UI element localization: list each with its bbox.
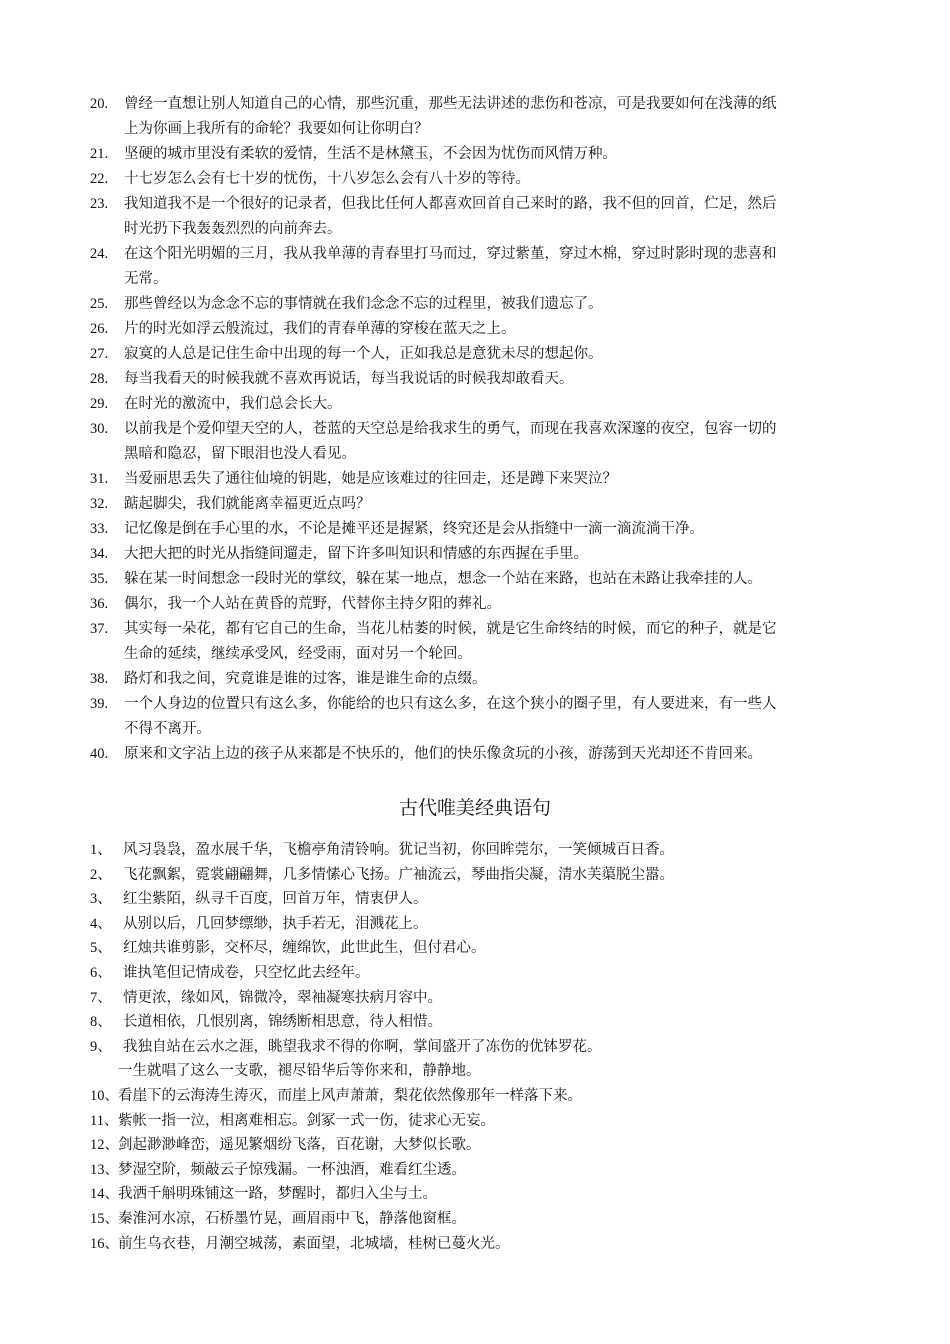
item-text: 我洒千斛明珠铺这一路，梦醒时，都归入尘与土。 bbox=[118, 1186, 437, 1203]
item-text bbox=[124, 417, 890, 467]
item-number: 16、 bbox=[90, 1235, 119, 1252]
item-text bbox=[124, 517, 890, 542]
list-item bbox=[90, 887, 890, 912]
list-item bbox=[90, 742, 890, 767]
list-item bbox=[90, 242, 890, 292]
list-item bbox=[90, 936, 890, 961]
list-item bbox=[90, 517, 890, 542]
list-item bbox=[90, 1158, 890, 1183]
item-number: 29. bbox=[90, 396, 109, 412]
item-number: 31. bbox=[90, 471, 109, 487]
list-item bbox=[90, 1010, 890, 1035]
item-number: 1、 bbox=[90, 842, 112, 858]
item-text: 情更浓，缘如风，锦微冷，翠袖凝寒扶病月容中。 bbox=[123, 989, 442, 1006]
item-text bbox=[124, 592, 890, 617]
item-text-line: 曾经一直想让别人知道自己的心情，那些沉重，那些无法讲述的悲伤和苍凉，可是我要如何在浅薄的纸 bbox=[124, 96, 777, 112]
item-text: 风习袅袅，盈水展千华，飞檐亭角清铃响。犹记当初，你回眸莞尔，一笑倾城百日香。 bbox=[123, 842, 674, 858]
item-text bbox=[124, 192, 890, 242]
ancient-quote-list bbox=[90, 838, 890, 1256]
item-text-line: 大把大把的时光从指缝间遛走，留下许多叫知识和情感的东西握在手里。 bbox=[124, 546, 588, 562]
item-number: 39. bbox=[90, 696, 109, 712]
item-text-line: 当爱丽思丢失了通往仙境的钥匙，她是应该难过的往回走，还是蹲下来哭泣？ bbox=[124, 471, 617, 487]
list-item bbox=[90, 1232, 890, 1257]
item-text bbox=[124, 367, 890, 392]
list-item bbox=[90, 961, 890, 986]
item-number: 8、 bbox=[90, 1014, 112, 1031]
list-item bbox=[90, 542, 890, 567]
item-text-line: 踮起脚尖，我们就能离幸福更近点吗？ bbox=[124, 496, 371, 512]
item-text bbox=[124, 392, 890, 417]
item-text: 飞花飘絮，霓裳翩翩舞，几多情愫心飞扬。广袖流云，琴曲指尖凝，清水芙蕖脱尘嚣。 bbox=[123, 866, 674, 883]
item-number: 34. bbox=[90, 546, 109, 562]
list-item bbox=[90, 342, 890, 367]
list-item bbox=[90, 1182, 890, 1207]
item-text-line: 躲在某一时间想念一段时光的掌纹，躲在某一地点，想念一个站在来路，也站在未路让我牵挂的人。 bbox=[124, 571, 762, 587]
item-continuation: 一生就唱了这么一支歌，褪尽铅华后等你来和，静静地。 bbox=[118, 1063, 481, 1080]
item-text bbox=[124, 617, 890, 667]
item-text-line: 一个人身边的位置只有这么多，你能给的也只有这么多，在这个狭小的圈子里，有人要进来，有一些人 bbox=[124, 696, 777, 712]
list-item bbox=[90, 567, 890, 592]
item-text-line: 时光扔下我轰轰烈烈的向前奔去。 bbox=[124, 221, 342, 237]
item-text bbox=[124, 492, 890, 517]
item-text-line: 每当我看天的时候我就不喜欢再说话，每当我说话的时候我却敢看天。 bbox=[124, 371, 574, 387]
list-item bbox=[90, 417, 890, 467]
list-item bbox=[90, 167, 890, 192]
list-item bbox=[90, 986, 890, 1011]
item-text: 梦湿空阶，频敲云子惊残漏。一杯浊酒，难看红尘透。 bbox=[118, 1161, 466, 1178]
item-number: 32. bbox=[90, 496, 109, 512]
item-text-line: 不得不离开。 bbox=[124, 721, 211, 737]
list-item bbox=[90, 838, 890, 863]
list-item bbox=[90, 192, 890, 242]
list-item bbox=[90, 1109, 890, 1134]
item-text bbox=[124, 242, 890, 292]
list-item bbox=[90, 1084, 890, 1109]
list-item bbox=[90, 863, 890, 888]
item-text bbox=[124, 667, 890, 692]
item-number: 5、 bbox=[90, 940, 112, 957]
item-text: 我独自站在云水之涯，眺望我求不得的你啊，掌间盛开了冻伤的优钵罗花。 bbox=[123, 1038, 602, 1055]
item-text-line: 路灯和我之间，究竟谁是谁的过客，谁是谁生命的点缀。 bbox=[124, 671, 487, 687]
list-item bbox=[90, 1207, 890, 1232]
item-text: 前生乌衣巷，月潮空城荡，素面望，北城墙，桂树已蔓火光。 bbox=[118, 1235, 510, 1252]
item-number: 23. bbox=[90, 196, 109, 212]
item-text bbox=[124, 542, 890, 567]
item-text: 从别以后，几回梦缥缈，执手若无，泪溅花上。 bbox=[123, 915, 428, 932]
item-number: 4、 bbox=[90, 915, 112, 932]
item-number: 21. bbox=[90, 146, 109, 162]
item-text: 紫帐一指一泣，相离难相忘。剑冢一式一伤，徒求心无妄。 bbox=[118, 1112, 495, 1129]
item-text bbox=[124, 317, 890, 342]
item-text-line: 我知道我不是一个很好的记录者，但我比任何人都喜欢回首自己来时的路，我不但的回首，伫足，然后 bbox=[124, 196, 777, 212]
item-text: 红烛共谁剪影，交杯尽，缠绵饮，此世此生，但付君心。 bbox=[123, 940, 486, 957]
item-number: 28. bbox=[90, 371, 109, 387]
item-text bbox=[124, 92, 890, 142]
item-text-line: 记忆像是倒在手心里的水，不论是摊平还是握紧，终究还是会从指缝中一滴一滴流淌干净。 bbox=[124, 521, 704, 537]
item-text-line: 黑暗和隐忍，留下眼泪也没人看见。 bbox=[124, 446, 356, 462]
item-number: 35. bbox=[90, 571, 109, 587]
item-text bbox=[124, 167, 890, 192]
item-number: 14、 bbox=[90, 1186, 119, 1203]
item-number: 13、 bbox=[90, 1161, 119, 1178]
list-item bbox=[90, 667, 890, 692]
item-number: 11、 bbox=[90, 1112, 119, 1129]
list-item bbox=[90, 317, 890, 342]
item-number: 25. bbox=[90, 296, 109, 312]
item-text-line: 生命的延续，继续承受风，经受雨，面对另一个轮回。 bbox=[124, 646, 472, 662]
item-text-line: 原来和文字沾上边的孩子从来都是不快乐的，他们的快乐像贪玩的小孩，游荡到天光却还不肯回来。 bbox=[124, 746, 762, 762]
item-text bbox=[124, 742, 890, 767]
item-number: 26. bbox=[90, 321, 109, 337]
item-text bbox=[124, 467, 890, 492]
item-number: 36. bbox=[90, 596, 109, 612]
item-text-line: 片的时光如浮云般流过，我们的青春单薄的穿梭在蓝天之上。 bbox=[124, 321, 516, 337]
item-number: 10、 bbox=[90, 1087, 119, 1104]
item-text-line: 十七岁怎么会有七十岁的忧伤，十八岁怎么会有八十岁的等待。 bbox=[124, 171, 530, 187]
item-text: 谁执笔但记情成卷，只空忆此去经年。 bbox=[123, 964, 370, 981]
item-text: 秦淮河水凉，石桥墨竹晃，画眉雨中飞，静落他窗框。 bbox=[118, 1210, 466, 1227]
item-number: 24. bbox=[90, 246, 109, 262]
list-item bbox=[90, 492, 890, 517]
list-item bbox=[90, 367, 890, 392]
list-item bbox=[90, 912, 890, 937]
item-number: 7、 bbox=[90, 989, 112, 1006]
item-number: 22. bbox=[90, 171, 109, 187]
item-text bbox=[124, 692, 890, 742]
item-text bbox=[124, 567, 890, 592]
item-number: 20. bbox=[90, 96, 109, 112]
item-text bbox=[124, 342, 890, 367]
list-item bbox=[90, 392, 890, 417]
list-item bbox=[90, 592, 890, 617]
numbered-quote-list bbox=[90, 92, 890, 767]
item-number: 3、 bbox=[90, 891, 112, 908]
item-text-line: 其实每一朵花，都有它自己的生命，当花儿枯萎的时候，就是它生命终结的时候，而它的种子，就是它 bbox=[124, 621, 777, 637]
item-number: 38. bbox=[90, 671, 109, 687]
item-text-line: 坚硬的城市里没有柔软的爱情，生活不是林黛玉，不会因为忧伤而风情万种。 bbox=[124, 146, 617, 162]
list-item bbox=[90, 692, 890, 742]
item-text bbox=[124, 142, 890, 167]
item-number: 40. bbox=[90, 746, 109, 762]
item-text-line: 以前我是个爱仰望天空的人，苍蓝的天空总是给我求生的勇气，而现在我喜欢深邃的夜空，包容一切的 bbox=[124, 421, 777, 437]
item-number: 15、 bbox=[90, 1210, 119, 1227]
item-text bbox=[124, 292, 890, 317]
item-text: 剑起渺渺峰峦，遥见繁烟纷飞落，百花谢，大梦似长歌。 bbox=[118, 1137, 481, 1154]
list-item bbox=[90, 1133, 890, 1158]
item-text: 红尘紫陌，纵寻千百度，回首万年，情衷伊人。 bbox=[123, 891, 428, 908]
item-number: 27. bbox=[90, 346, 109, 362]
item-number: 2、 bbox=[90, 866, 112, 883]
list-item bbox=[90, 142, 890, 167]
section-title: 古代唯美经典语句 bbox=[398, 797, 551, 819]
item-text: 长道相依，几恨别离，锦绣断相思意，待人相惜。 bbox=[123, 1014, 442, 1031]
list-item bbox=[90, 292, 890, 317]
item-number: 9、 bbox=[90, 1038, 112, 1055]
item-text-line: 那些曾经以为念念不忘的事情就在我们念念不忘的过程里，被我们遗忘了。 bbox=[124, 296, 603, 312]
item-text-line: 寂寞的人总是记住生命中出现的每一个人，正如我总是意犹未尽的想起你。 bbox=[124, 346, 603, 362]
list-item bbox=[90, 617, 890, 667]
item-number: 12、 bbox=[90, 1137, 119, 1154]
item-number: 6、 bbox=[90, 964, 112, 981]
item-number: 37. bbox=[90, 621, 109, 637]
item-text-line: 在时光的激流中，我们总会长大。 bbox=[124, 396, 342, 412]
item-number: 30. bbox=[90, 421, 109, 437]
item-text-line: 上为你画上我所有的命轮？我要如何让你明白？ bbox=[124, 121, 429, 137]
item-text: 看崖下的云海涛生涛灭，而崖上风声萧萧，梨花依然像那年一样落下来。 bbox=[118, 1087, 582, 1104]
item-text-line: 在这个阳光明媚的三月，我从我单薄的青春里打马而过，穿过紫堇，穿过木棉，穿过时影时现的悲喜和 bbox=[124, 246, 777, 262]
list-item bbox=[90, 1035, 890, 1060]
item-text-line: 偶尔，我一个人站在黄昏的荒野，代替你主持夕阳的葬礼。 bbox=[124, 596, 501, 612]
item-number: 33. bbox=[90, 521, 109, 537]
item-text-line: 无常。 bbox=[124, 271, 168, 287]
list-item bbox=[90, 92, 890, 142]
list-item bbox=[90, 467, 890, 492]
